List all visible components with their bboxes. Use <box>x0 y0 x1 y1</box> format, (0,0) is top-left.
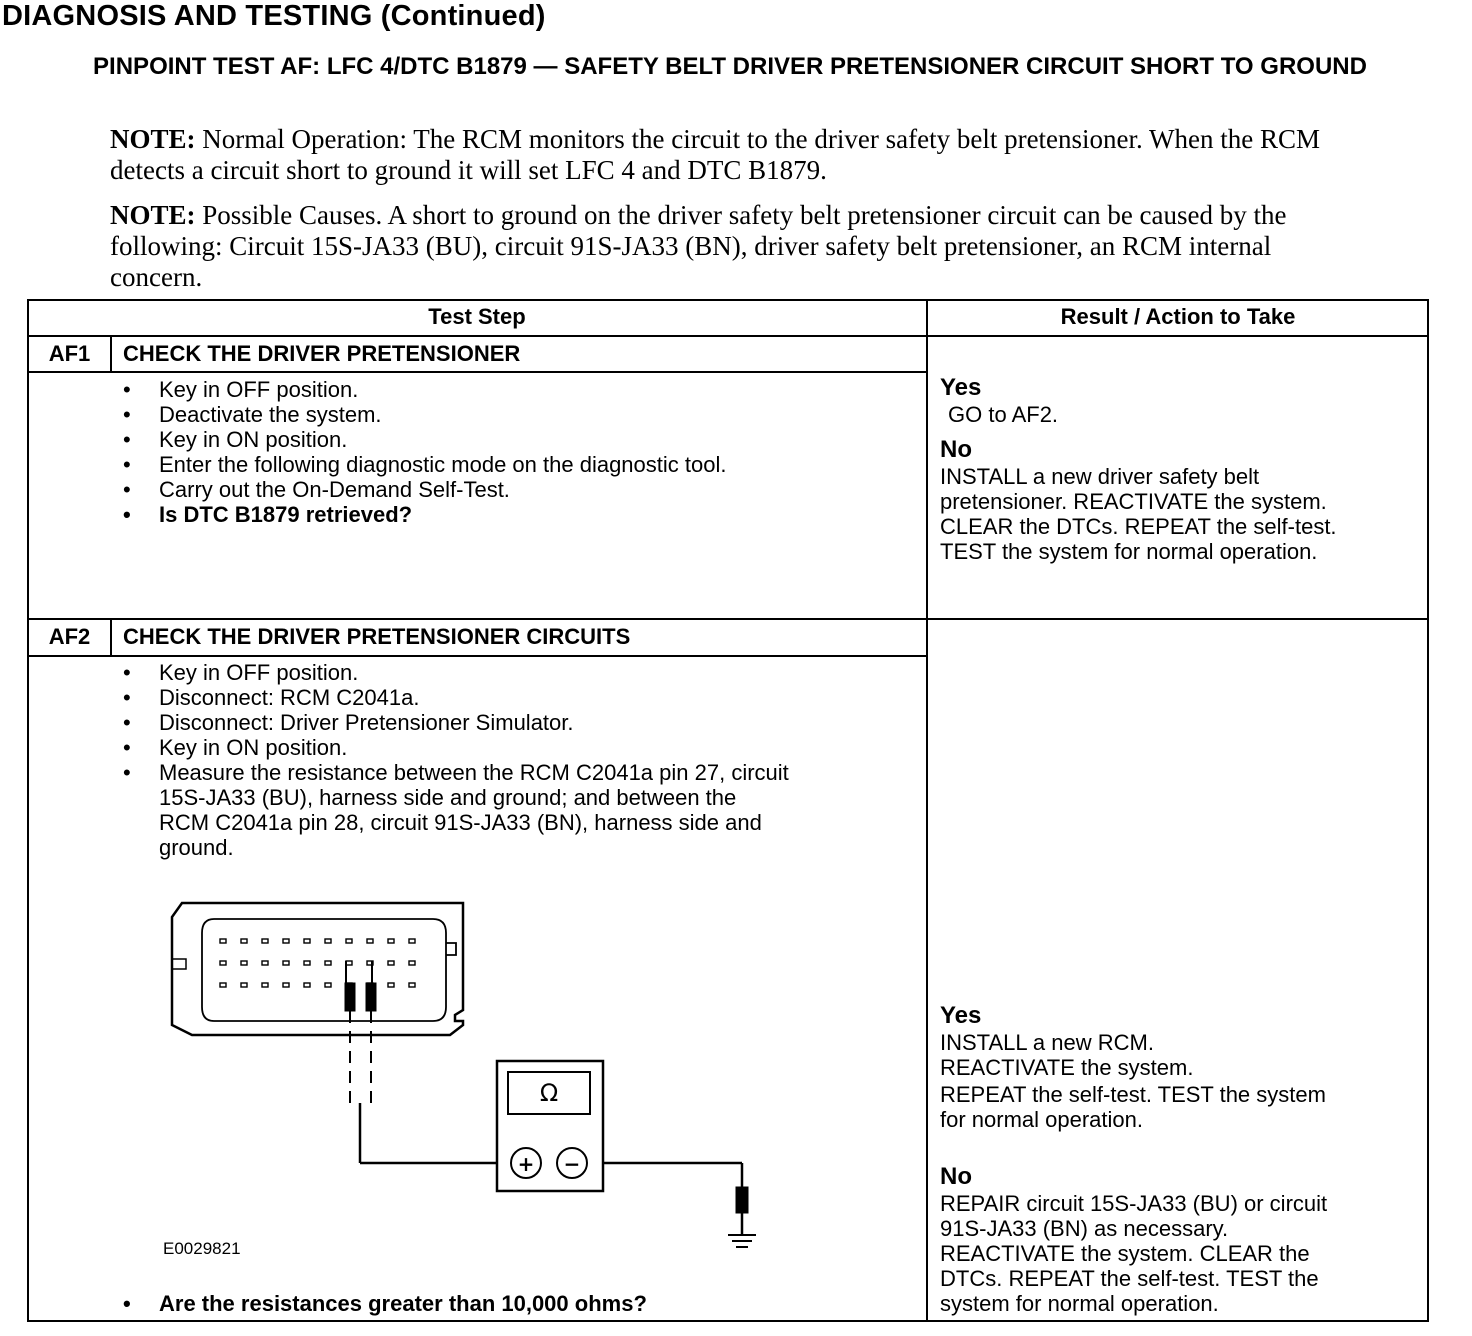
af1-title-divider <box>27 371 927 373</box>
list-item: • Key in ON position. <box>125 427 726 452</box>
header-result-action: Result / Action to Take <box>1060 304 1296 329</box>
plus-terminal: + <box>517 1152 535 1176</box>
connector-pin <box>283 961 289 965</box>
connector-pin <box>262 961 268 965</box>
connector-pin <box>409 939 415 943</box>
af1-no-line: INSTALL a new driver safety belt <box>940 464 1260 489</box>
af1-no-line: CLEAR the DTCs. REPEAT the self-test. <box>940 514 1337 539</box>
connector-pin <box>220 939 226 943</box>
connector-pin <box>241 983 247 987</box>
note-text: Possible Causes. A short to ground on the driver safety belt pretensioner circuit can be caused by the following: Circuit 15S-JA33 (BU), circuit 91S-JA33 (BN), driver safety belt pretensioner, an RCM internal concern. <box>110 200 1287 292</box>
connector-pins <box>220 939 415 987</box>
measure-line: RCM C2041a pin 28, circuit 91S-JA33 (BN), harness side and <box>159 810 762 835</box>
ohm-symbol: Ω <box>539 1079 559 1107</box>
af1-no-text <box>940 464 1337 564</box>
connector-ohmmeter-diagram <box>150 895 770 1265</box>
connector-pin <box>388 961 394 965</box>
connector-pin <box>388 939 394 943</box>
list-item <box>125 760 789 860</box>
connector-pin <box>409 983 415 987</box>
page-title: DIAGNOSIS AND TESTING (Continued) <box>2 0 546 32</box>
af2-no-line: REACTIVATE the system. CLEAR the <box>940 1241 1310 1266</box>
af1-yes-label: Yes <box>940 374 982 401</box>
note-possible-causes <box>110 200 1370 293</box>
af2-question-list <box>125 1291 647 1316</box>
table-border-right <box>1427 299 1429 1322</box>
af2-no-line: 91S-JA33 (BN) as necessary. <box>940 1216 1229 1241</box>
figure-id: E0029821 <box>163 1239 241 1258</box>
af2-no-text <box>940 1191 1327 1316</box>
column-divider <box>926 299 928 1322</box>
connector-pin <box>367 939 373 943</box>
note-label: NOTE: <box>110 124 196 154</box>
af2-id-divider <box>110 620 112 656</box>
step-id-af1: AF1 <box>48 341 91 366</box>
connector-pin <box>325 961 331 965</box>
af1-yes-text: GO to AF2. <box>948 402 1059 427</box>
step-id-af2: AF2 <box>48 624 91 649</box>
step-title-af1: CHECK THE DRIVER PRETENSIONER <box>123 341 521 366</box>
list-item: • Disconnect: Driver Pretensioner Simulator. <box>125 710 789 735</box>
note-normal-operation <box>110 124 1370 186</box>
af1-no-line: TEST the system for normal operation. <box>940 539 1318 564</box>
af1-id-divider <box>110 337 112 372</box>
af1-no-line: pretensioner. REACTIVATE the system. <box>940 489 1327 514</box>
note-label: NOTE: <box>110 200 196 230</box>
list-item: • Deactivate the system. <box>125 402 726 427</box>
af2-no-line: REPAIR circuit 15S-JA33 (BU) or circuit <box>940 1191 1328 1216</box>
list-item: • Key in OFF position. <box>125 377 726 402</box>
af2-no-label: No <box>940 1163 972 1190</box>
connector-pin <box>241 939 247 943</box>
connector-pin <box>241 961 247 965</box>
connector-pin <box>304 961 310 965</box>
connector-pin <box>220 961 226 965</box>
af2-yes-line: INSTALL a new RCM. <box>940 1030 1154 1055</box>
header-test-step: Test Step <box>428 304 526 329</box>
connector-pin <box>325 983 331 987</box>
af2-yes-label: Yes <box>940 1002 982 1029</box>
connector-pin <box>325 939 331 943</box>
connector-pin <box>388 983 394 987</box>
af2-yes-line: REACTIVATE the system. <box>940 1055 1194 1080</box>
af2-no-line: DTCs. REPEAT the self-test. TEST the <box>940 1266 1319 1291</box>
af2-action-list <box>125 660 789 860</box>
step-title-af2: CHECK THE DRIVER PRETENSIONER CIRCUITS <box>123 624 631 649</box>
list-item: • Enter the following diagnostic mode on the diagnostic tool. <box>125 452 726 477</box>
af2-question: • Are the resistances greater than 10,000 ohms? <box>125 1291 647 1316</box>
af2-yes-text <box>940 1030 1326 1132</box>
connector-pin <box>262 939 268 943</box>
list-item: • Carry out the On-Demand Self-Test. <box>125 477 726 502</box>
note-text: Normal Operation: The RCM monitors the circuit to the driver safety belt pretensioner. When the RCM detects a circuit short to ground it will set LFC 4 and DTC B1879. <box>110 124 1321 185</box>
connector-pin <box>262 983 268 987</box>
af2-title-divider <box>27 655 927 657</box>
minus-terminal: − <box>563 1152 581 1176</box>
measure-line: ground. <box>159 835 234 860</box>
af1-af2-divider <box>27 618 1429 620</box>
connector-pin <box>304 983 310 987</box>
rcm-connector-drawing <box>172 903 463 1035</box>
list-item: • Key in OFF position. <box>125 660 789 685</box>
connector-pin <box>220 983 226 987</box>
connector-pin <box>283 939 289 943</box>
connector-pin <box>304 939 310 943</box>
pinpoint-test-title: PINPOINT TEST AF: LFC 4/DTC B1879 — SAFETY BELT DRIVER PRETENSIONER CIRCUIT SHORT TO GROUND <box>93 53 1367 80</box>
table-header-divider <box>27 335 1429 337</box>
table-border-bottom <box>27 1320 1429 1322</box>
connector-pin <box>346 939 352 943</box>
list-item: • Disconnect: RCM C2041a. <box>125 685 789 710</box>
connector-pin <box>409 961 415 965</box>
connector-pin <box>283 983 289 987</box>
ohmmeter <box>497 1061 603 1191</box>
table-border-top <box>27 299 1429 301</box>
list-item: • Key in ON position. <box>125 735 789 760</box>
measure-line: • Measure the resistance between the RCM C2041a pin 27, circuit <box>159 760 789 785</box>
af1-question: • Is DTC B1879 retrieved? <box>125 502 726 527</box>
af1-action-list <box>125 377 726 527</box>
af2-no-line: system for normal operation. <box>940 1291 1219 1316</box>
table-border-left <box>27 299 29 1322</box>
measure-line: 15S-JA33 (BU), harness side and ground; and between the <box>159 785 737 810</box>
af1-no-label: No <box>940 436 972 463</box>
af2-yes-line: REPEAT the self-test. TEST the system <box>940 1082 1326 1107</box>
af2-yes-line: for normal operation. <box>940 1107 1143 1132</box>
